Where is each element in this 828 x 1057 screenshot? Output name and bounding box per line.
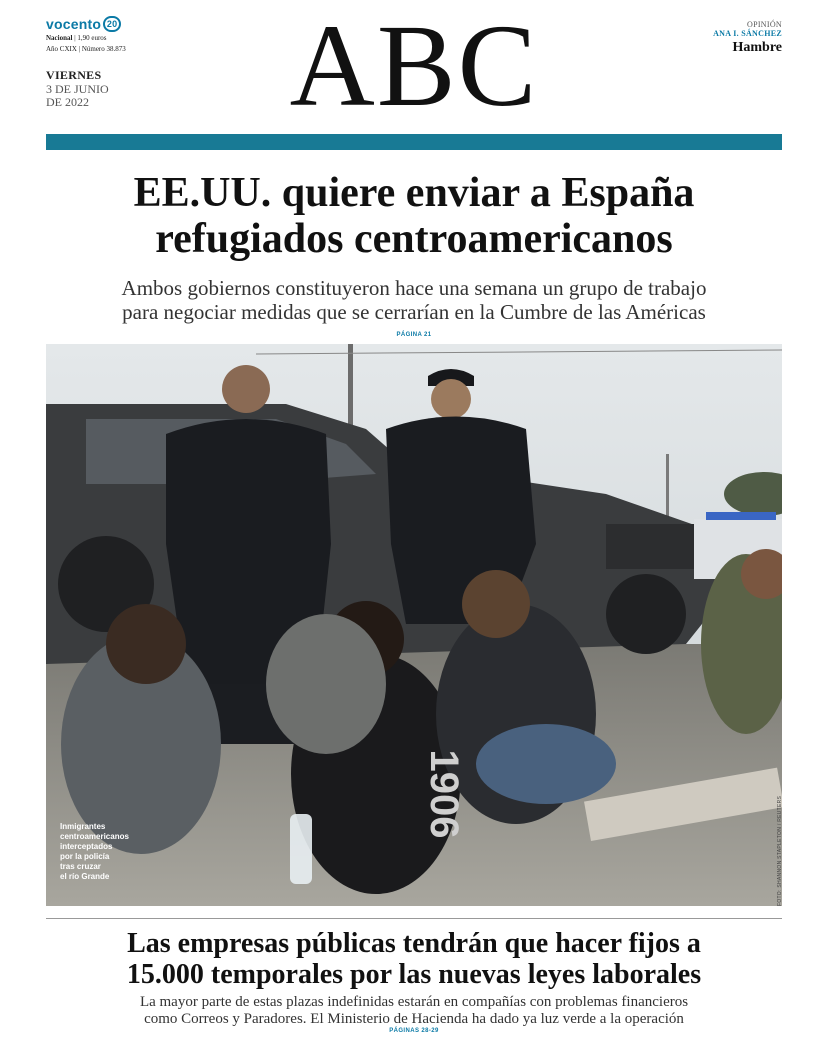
caption-line: el río Grande bbox=[60, 872, 110, 881]
opinion-author: ANA I. SÁNCHEZ bbox=[713, 29, 782, 38]
photo-credit: FOTO: SHANNON STAPLETON / REUTERS bbox=[777, 795, 783, 906]
opinion-teaser[interactable] bbox=[713, 20, 782, 56]
lead-headline[interactable] bbox=[46, 170, 782, 262]
caption-line: interceptados bbox=[60, 842, 113, 851]
publisher-name: vocento bbox=[46, 16, 102, 32]
caption-line: Inmigrantes bbox=[60, 822, 106, 831]
photo-caption bbox=[60, 822, 170, 882]
second-headline[interactable] bbox=[46, 928, 782, 990]
lead-subhead bbox=[46, 276, 782, 324]
opinion-section: OPINIÓN bbox=[747, 20, 782, 29]
lead-subhead-line-1: Ambos gobiernos constituyeron hace una semana un grupo de trabajo bbox=[121, 276, 707, 300]
edition-line: Nacional | 1,90 euros bbox=[46, 34, 107, 42]
lead-subhead-line-2: para negociar medidas que se cerrarían en la Cumbre de las Américas bbox=[122, 300, 706, 324]
issue-line: Año CXIX | Número 38.873 bbox=[46, 45, 126, 53]
second-headline-line-1: Las empresas públicas tendrán que hacer fijos a bbox=[127, 928, 701, 959]
lead-headline-line-1: EE.UU. quiere enviar a España bbox=[133, 170, 695, 216]
lead-headline-line-2: refugiados centroamericanos bbox=[155, 216, 673, 262]
opinion-title: Hambre bbox=[732, 40, 782, 55]
issue-number: Número 38.873 bbox=[81, 45, 126, 53]
edition: Nacional bbox=[46, 34, 73, 42]
newspaper-logo: ABC bbox=[289, 0, 539, 131]
caption-line: tras cruzar bbox=[60, 862, 101, 871]
second-subhead-line-1: La mayor parte de estas plazas indefinidas estarán en compañías con problemas financieros bbox=[139, 994, 689, 1010]
year: Año CXIX bbox=[46, 45, 77, 53]
section-divider bbox=[46, 918, 782, 919]
caption-line: por la policía bbox=[60, 852, 110, 861]
weekday: VIERNES bbox=[46, 68, 102, 82]
masthead-rule bbox=[46, 134, 782, 150]
lead-page-ref[interactable]: PÁGINA 21 bbox=[396, 332, 432, 338]
date-line-2: DE 2022 bbox=[46, 95, 89, 109]
shirt-number: 1906 bbox=[422, 749, 466, 839]
second-page-ref[interactable]: PÁGINAS 28-29 bbox=[389, 1028, 439, 1034]
second-subhead-line-2: como Correos y Paradores. El Ministerio de Hacienda ha dado ya luz verde a la operación bbox=[144, 1011, 684, 1027]
price: 1,90 euros bbox=[77, 34, 107, 42]
second-headline-line-2: 15.000 temporales por las nuevas leyes laborales bbox=[126, 959, 702, 990]
caption-line: centroamericanos bbox=[60, 832, 129, 841]
anniversary-badge: 20 bbox=[103, 16, 121, 32]
second-subhead bbox=[46, 994, 782, 1028]
date-line-1: 3 DE JUNIO bbox=[46, 82, 109, 96]
